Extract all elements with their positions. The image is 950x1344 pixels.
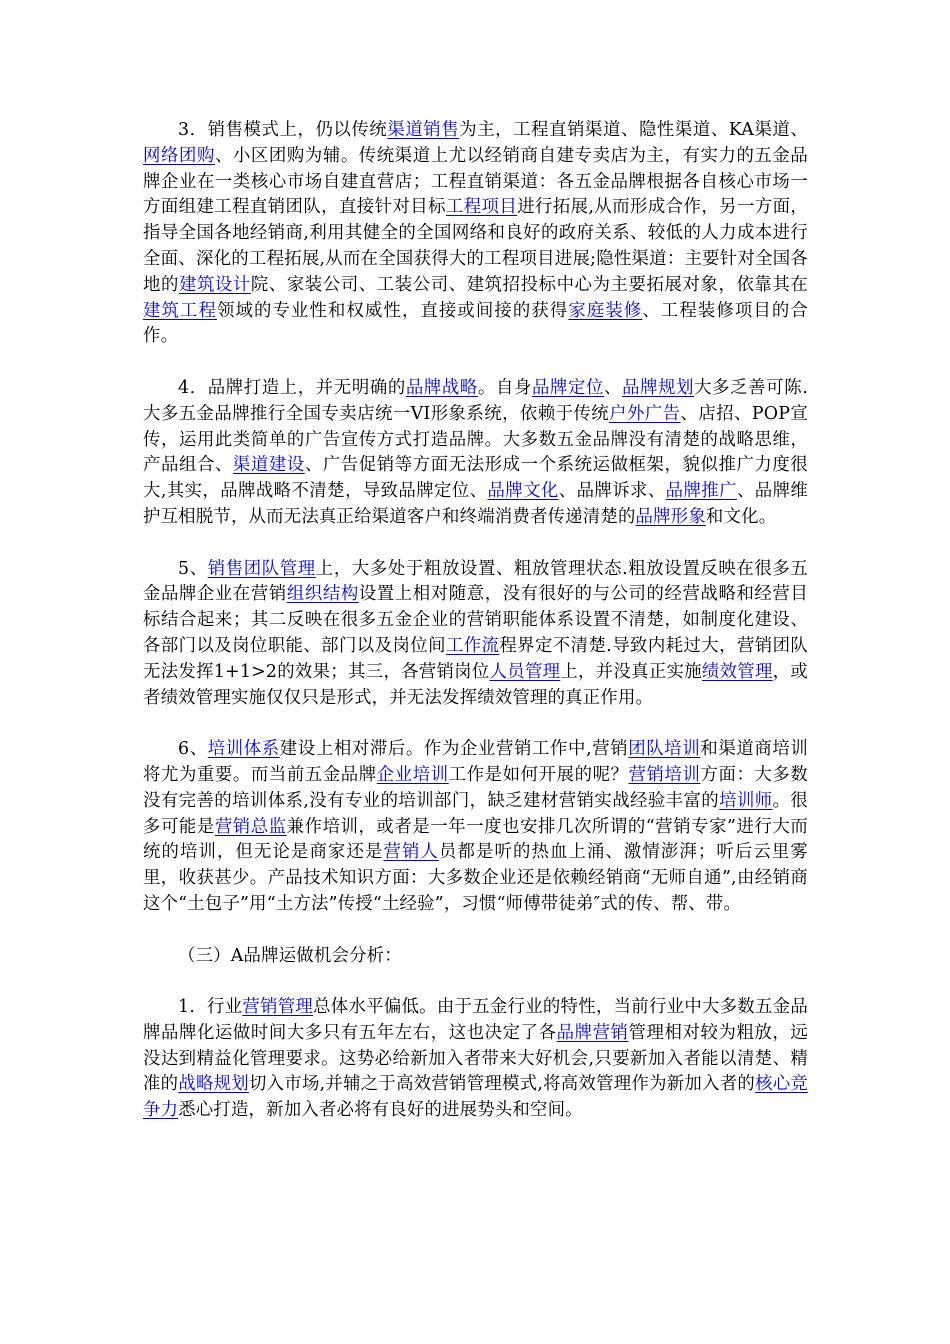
text-run: 切入市场,并辅之于高效营销管理模式,将高效管理作为新加入者的 — [248, 1074, 756, 1095]
hyperlink[interactable]: 核心竞争力 — [143, 1074, 808, 1121]
hyperlink[interactable]: 网络团购 — [143, 145, 215, 166]
hyperlink[interactable]: 家庭装修 — [568, 300, 643, 321]
paragraph — [143, 557, 808, 712]
text-run: 、品牌诉求、 — [558, 481, 666, 502]
hyperlink[interactable]: 团队培训 — [628, 739, 701, 760]
hyperlink[interactable]: 培训体系 — [207, 739, 280, 760]
text-run: 大多乏善可陈.大多五金品牌推行全国专卖店统一VI形象系统，依赖于传统 — [143, 377, 808, 424]
hyperlink[interactable]: 品牌形象 — [635, 506, 706, 527]
text-run: 设置上相对随意，没有很好的与公司的经营战略和经营目标结合起来；其二反映在很多五金企业的营销职能体系设置不清楚，如制度化建设、各部门以及岗位职能、部门以及岗位间 — [143, 584, 808, 656]
text-run: 兼作培训，或者是一年一度也安排几次所谓的“营销专家”进行大而统的培训，但无论是商家还是 — [143, 816, 808, 863]
hyperlink[interactable]: 品牌文化 — [487, 481, 559, 502]
text-run: 、 — [604, 377, 623, 398]
text-run: 方面：大多数没有完善的培训体系,没有专业的培训部门，缺乏建材营销实战经验丰富的 — [143, 764, 808, 811]
hyperlink[interactable]: 销售团队管理 — [207, 558, 316, 579]
text-run: 和文化。 — [705, 506, 777, 527]
hyperlink[interactable]: 品牌推广 — [665, 481, 737, 502]
text-run: （三）A品牌运做机会分析： — [178, 945, 402, 966]
text-run: 。自身 — [477, 377, 532, 398]
text-run: 建设上相对滞后。作为企业营销工作中,营销 — [279, 739, 629, 760]
text-run: 、工程装修项目的合作。 — [143, 300, 808, 347]
hyperlink[interactable]: 人员管理 — [489, 661, 561, 682]
text-run: 进行拓展,从而形成合作，另一方面，指导全国各地经销商,利用其健全的全国网络和良好的政府关系、较低的人力成本进行全面、深化的工程拓展,从而在全国获得大的工程项目进展;隐性渠道：主要针对全国各地的 — [143, 197, 808, 295]
document-page — [143, 118, 808, 1150]
hyperlink[interactable]: 营销管理 — [242, 997, 314, 1018]
text-run: 、小区团购为辅。传统渠道上尤以经销商自建专卖店为主，有实力的五金品牌企业在一类核心市场自建直营店；工程直销渠道：各五金品牌根据各自核心市场一方面组建工程直销团队，直接针对目标 — [143, 145, 808, 218]
hyperlink[interactable]: 渠道建设 — [232, 455, 305, 476]
text-run: 领域的专业性和权威性，直接或间接的获得 — [216, 300, 569, 321]
text-run: 、广告促销等方面无法形成一个系统运做框架，貌似推广力度很大,其实，品牌战略不清楚，导致品牌定位、 — [143, 455, 808, 502]
text-run: 。很多可能是 — [143, 790, 808, 837]
text-run: 管理相对较为粗放，远没达到精益化管理要求。这势必给新加入者带来大好机会,只要新加入者能以清楚、精准的 — [143, 1022, 808, 1095]
text-run: 程界定不清楚.导致内耗过大，营销团队无法发挥1+1>2的效果；其三，各营销岗位 — [143, 635, 808, 682]
hyperlink[interactable]: 户外广告 — [609, 403, 681, 424]
text-run: 1．行业 — [178, 997, 243, 1018]
hyperlink[interactable]: 企业培训 — [376, 764, 449, 785]
text-run: 总体水平偏低。由于五金行业的特性，当前行业中大多数五金品牌品牌化运做时间大多只有五年左右，这也决定了各 — [143, 997, 808, 1043]
text-run: 上，并没真正实施 — [560, 661, 702, 682]
text-run: 3．销售模式上，仍以传统 — [178, 120, 388, 140]
hyperlink[interactable]: 品牌战略 — [405, 377, 478, 398]
paragraph — [143, 995, 808, 1124]
text-run: 悉心打造，新加入者必将有良好的进展势头和空间。 — [178, 1100, 583, 1121]
text-run: 工作是如何开展的呢？ — [448, 764, 629, 785]
text-run: ，或者绩效管理实施仅仅只是形式，并无法发挥绩效管理的真正作用。 — [143, 661, 808, 708]
text-run: 为主，工程直销渠道、隐性渠道、KA渠道、 — [459, 120, 808, 140]
text-run: 6、 — [178, 739, 208, 760]
text-run: 、店招、POP宣传，运用此类简单的广告宣传方式打造品牌。大多数五金品牌没有清楚的战略思维，产品组合、 — [143, 403, 808, 476]
text-run: 员都是听的热血上涌、激情澎湃；听后云里雾里，收获甚少。产品技术知识方面：大多数企业还是依赖经销商“无师自通”,由经销商这个“土包子”用“土方法”传授“土经验”，习惯“师傅带徒弟″式的传、帮、带。 — [143, 842, 808, 914]
paragraph — [143, 118, 808, 350]
hyperlink[interactable]: 建筑设计 — [178, 274, 251, 295]
hyperlink[interactable]: 战略规划 — [178, 1074, 249, 1095]
text-run: 院、家装公司、工装公司、建筑招投标中心为主要拓展对象，依靠其在 — [250, 274, 808, 295]
hyperlink[interactable]: 营销总监 — [214, 816, 287, 837]
hyperlink[interactable]: 渠道销售 — [387, 120, 460, 140]
text-run: 5、 — [178, 558, 208, 579]
hyperlink[interactable]: 品牌营销 — [556, 1022, 629, 1043]
section-heading — [143, 944, 808, 970]
hyperlink[interactable]: 建筑工程 — [143, 300, 217, 321]
text-run: 4．品牌打造上，并无明确的 — [178, 377, 406, 398]
paragraph — [143, 376, 808, 531]
text-run: 和渠道商培训将尤为重要。而当前五金品牌 — [143, 739, 809, 785]
hyperlink[interactable]: 工程项目 — [445, 197, 518, 218]
hyperlink[interactable]: 营销培训 — [628, 764, 701, 785]
hyperlink[interactable]: 培训师 — [719, 790, 773, 811]
hyperlink[interactable]: 工作流 — [445, 635, 500, 656]
text-run: 上，大多处于粗放设置、粗放管理状态.粗放设置反映在很多五金品牌企业在营销 — [143, 558, 809, 605]
hyperlink[interactable]: 营销人 — [383, 842, 439, 863]
hyperlink[interactable]: 品牌定位 — [531, 377, 605, 398]
text-run: 、品牌维护互相脱节，从而无法真正给渠道客户和终端消费者传递清楚的 — [143, 481, 808, 527]
hyperlink[interactable]: 绩效管理 — [701, 661, 773, 682]
hyperlink[interactable]: 组织结构 — [286, 584, 359, 605]
hyperlink[interactable]: 品牌规划 — [622, 377, 695, 398]
paragraph — [143, 737, 808, 918]
